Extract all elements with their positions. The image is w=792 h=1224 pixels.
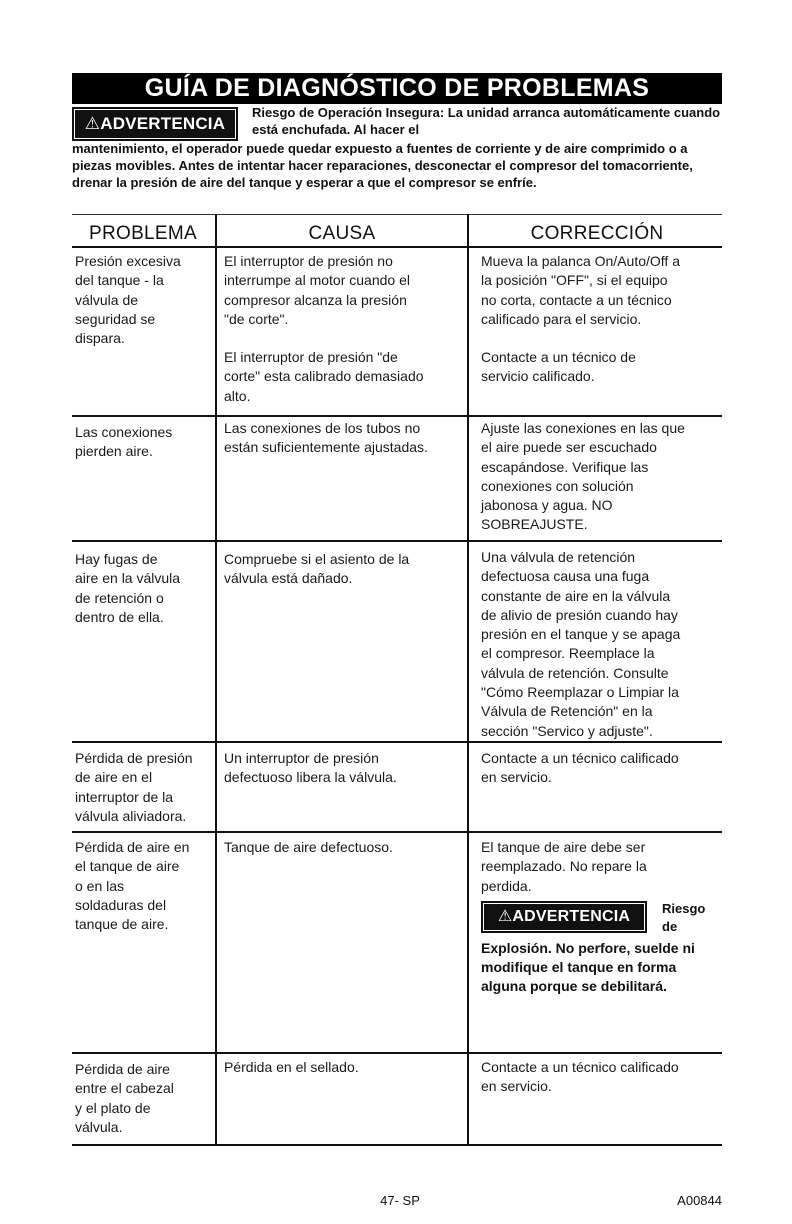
explosion-warning-lead: Riesgo de <box>662 901 706 934</box>
row-divider <box>72 741 722 743</box>
row5-correccion: El tanque de aire debe ser reemplazado. No repare la perdida. <box>481 839 647 894</box>
row5-problema: Pérdida de aire en el tanque de aire o en las soldaduras del tanque de aire. <box>75 839 190 933</box>
row-divider <box>72 831 722 833</box>
row2-problema: Las conexiones pierden aire. <box>75 424 173 460</box>
header-causa: CAUSA <box>308 223 376 244</box>
row1-causa-2: El interruptor de presión "de corte" esta calibrado demasiado alto. <box>224 349 424 404</box>
row3-correccion: Una válvula de retención defectuosa causa una fuga constante de aire en la válvula de alivio de presión cuando hay presión en el tanque y se apaga el compresor. Reemplace la válvula de retención. Consulte "Cómo Reemplazar o Limpiar la Válvula de Retención" en la sección "Servico y adjuste". <box>481 549 681 739</box>
row-divider <box>72 415 722 417</box>
row4-causa: Un interruptor de presión defectuoso libera la válvula. <box>224 750 397 786</box>
page-number: 47- SP <box>380 1193 420 1208</box>
row1-correccion-2: Contacte a un técnico de servicio calificado. <box>481 349 636 385</box>
row6-correccion: Contacte a un técnico calificado en servicio. <box>481 1059 679 1095</box>
row3-problema: Hay fugas de aire en la válvula de retención o dentro de ella. <box>75 551 181 625</box>
row3-causa: Compruebe si el asiento de la válvula está dañado. <box>224 551 410 587</box>
table-header-rule <box>72 246 722 248</box>
row1-correccion: Mueva la palanca On/Auto/Off a la posición "OFF", si el equipo no corta, contacte a un técnico calificado para el servicio. <box>481 253 680 327</box>
page-title: GUÍA DE DIAGNÓSTICO DE PROBLEMAS <box>72 73 722 104</box>
row1-causa: El interruptor de presión no interrumpe al motor cuando el compresor alcanza la presión "de corte". <box>224 253 410 327</box>
row-divider <box>72 1052 722 1054</box>
row6-causa: Pérdida en el sellado. <box>224 1059 359 1075</box>
row4-correccion: Contacte a un técnico calificado en servicio. <box>481 750 679 786</box>
explosion-warning-badge: ⚠ADVERTENCIA <box>481 901 647 933</box>
row2-causa: Las conexiones de los tubos no están suficientemente ajustadas. <box>224 420 428 456</box>
warning-lead: Riesgo de Operación Insegura: La unidad arranca automáticamente cuando está enchufada. Al hacer el <box>252 105 721 137</box>
row6-problema: Pérdida de aire entre el cabezal y el plato de válvula. <box>75 1061 174 1135</box>
header-problema: PROBLEMA <box>89 223 197 244</box>
row1-problema: Presión excesiva del tanque - la válvula de seguridad se dispara. <box>75 253 181 347</box>
row-divider <box>72 540 722 542</box>
row2-correccion: Ajuste las conexiones en las que el aire puede ser escuchado escapándose. Verifique las conexiones con solución jabonosa y agua. NO SOBREAJUSTE. <box>481 420 685 533</box>
row4-problema: Pérdida de presión de aire en el interruptor de la válvula aliviadora. <box>75 750 193 824</box>
explosion-warning-text: Explosión. No perfore, suelde ni modifique el tanque en forma alguna porque se debilitará. <box>481 940 695 994</box>
column-divider <box>215 214 217 1144</box>
warning-badge: ⚠ADVERTENCIA <box>72 107 238 141</box>
document-code: A00844 <box>677 1193 722 1208</box>
row5-causa: Tanque de aire defectuoso. <box>224 839 393 855</box>
header-correccion: CORRECCIÓN <box>530 223 664 244</box>
warning-body: mantenimiento, el operador puede quedar expuesto a fuentes de corriente y de aire comprimido o a piezas movibles. Antes de intentar hacer reparaciones, desconectar el compresor del tomacorriente, drenar la presión de aire del tanque y esperar a que el compresor se enfríe. <box>72 141 693 190</box>
table-bottom-rule <box>72 1144 722 1146</box>
column-divider <box>467 214 469 1144</box>
warning-bottom-rule <box>72 214 722 215</box>
